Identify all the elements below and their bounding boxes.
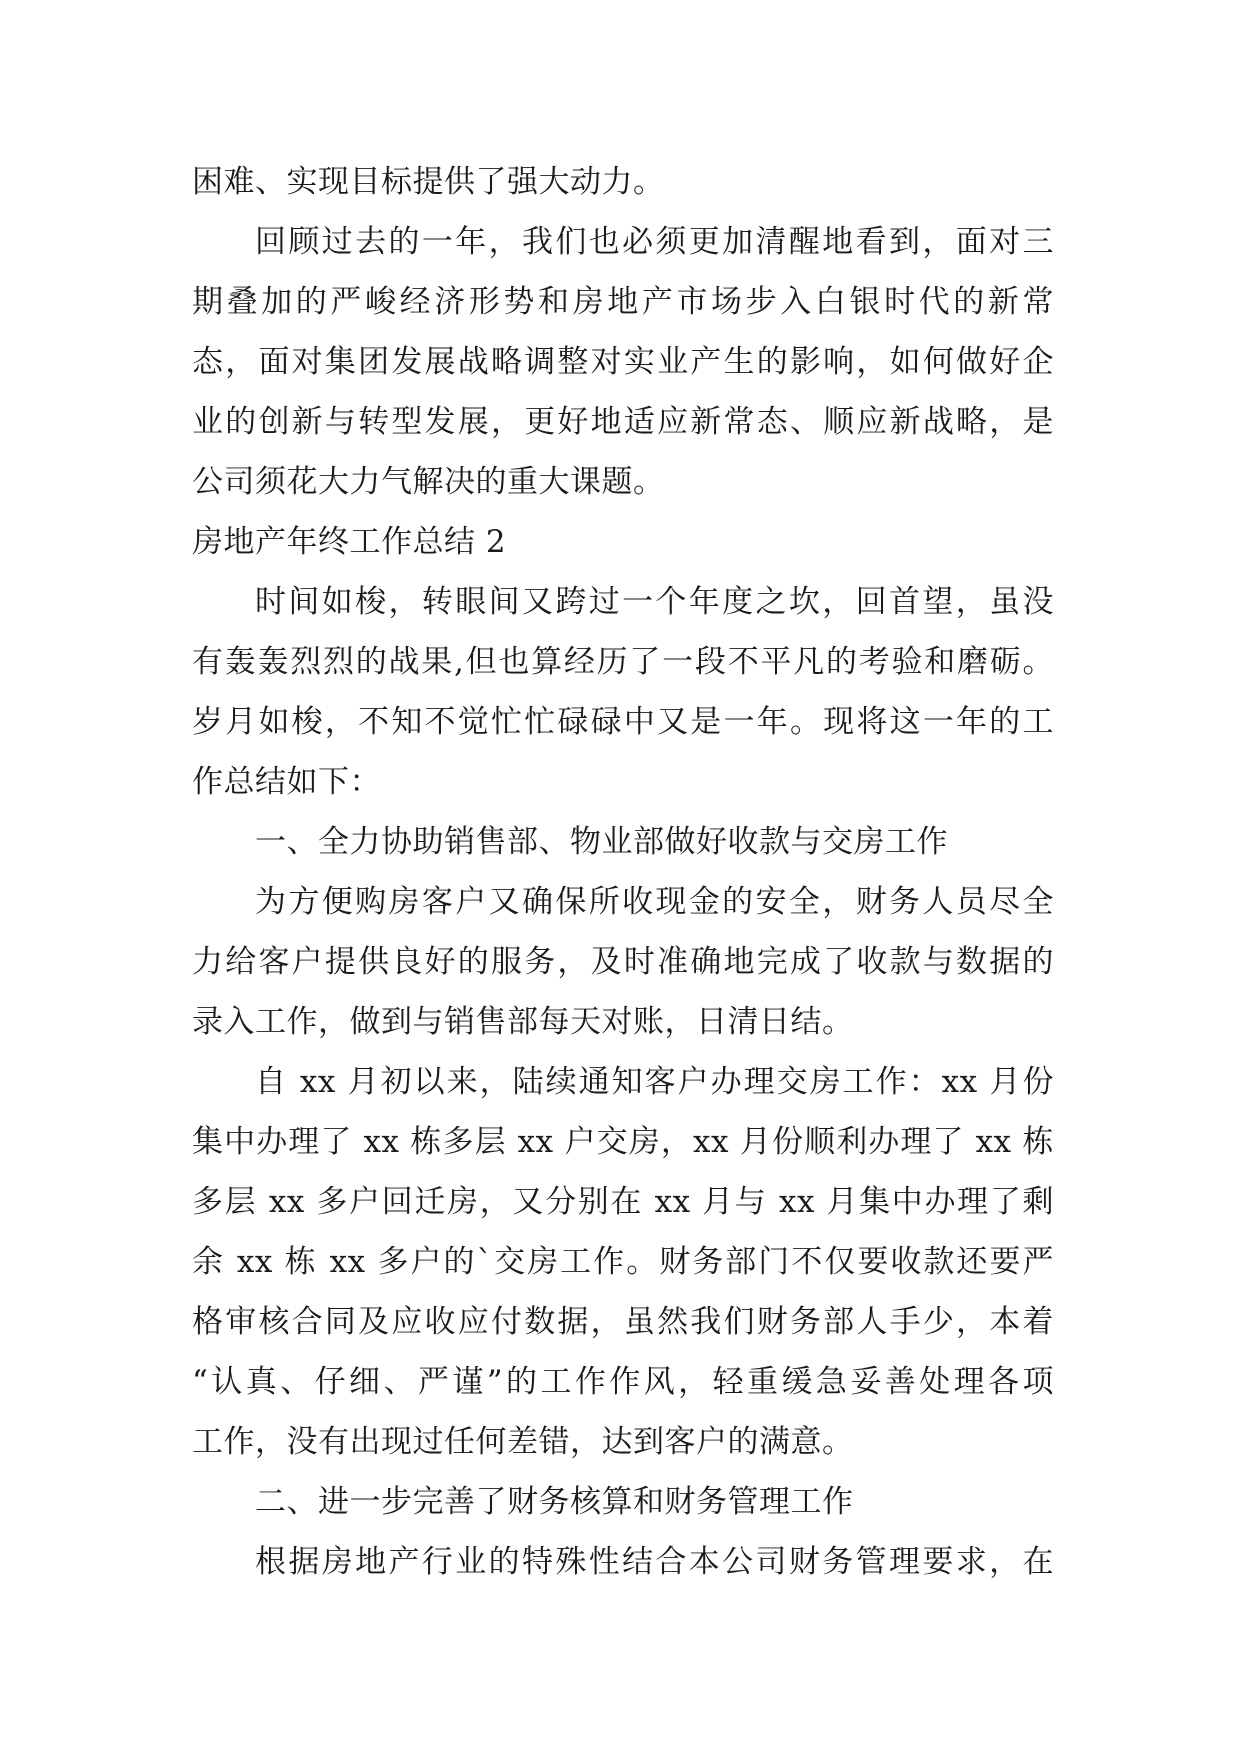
paragraph-line: 多层 xx 多户回迁房，又分别在 xx 月与 xx 月集中办理了剩 [192,1184,1054,1220]
paragraph-line: 态，面对集团发展战略调整对实业产生的影响，如何做好企 [192,344,1054,380]
paragraph-line: 时间如梭，转眼间又跨过一个年度之坎，回首望，虽没 [255,584,1054,620]
paragraph-line: 为方便购房客户又确保所收现金的安全，财务人员尽全 [255,884,1054,920]
paragraph-line: 余 xx 栋 xx 多户的`交房工作。财务部门不仅要收款还要严 [192,1244,1054,1280]
paragraph-line: 期叠加的严峻经济形势和房地产市场步入白银时代的新常 [192,284,1054,320]
paragraph-line: 困难、实现目标提供了强大动力。 [192,164,665,200]
subsection-heading: 二、进一步完善了财务核算和财务管理工作 [255,1484,854,1520]
paragraph-line: 岁月如梭，不知不觉忙忙碌碌中又是一年。现将这一年的工 [192,704,1054,740]
subsection-heading: 一、全力协助销售部、物业部做好收款与交房工作 [255,824,948,860]
paragraph-line: 业的创新与转型发展，更好地适应新常态、顺应新战略，是 [192,404,1054,440]
paragraph-line: 集中办理了 xx 栋多层 xx 户交房，xx 月份顺利办理了 xx 栋 [192,1124,1054,1160]
paragraph-line: 力给客户提供良好的服务，及时准确地完成了收款与数据的 [192,944,1054,980]
document-body [192,152,1054,1592]
paragraph-line: 根据房地产行业的特殊性结合本公司财务管理要求，在 [255,1544,1054,1580]
paragraph-line: 有轰轰烈烈的战果,但也算经历了一段不平凡的考验和磨砺。 [192,644,1054,680]
paragraph-line: 格审核合同及应收应付数据，虽然我们财务部人手少，本着 [192,1304,1054,1340]
paragraph-line: 作总结如下： [192,764,381,800]
paragraph-line: 工作，没有出现过任何差错，达到客户的满意。 [192,1424,854,1460]
paragraph-line: 回顾过去的一年，我们也必须更加清醒地看到，面对三 [255,224,1054,260]
paragraph-line: 公司须花大力气解决的重大课题。 [192,464,665,500]
paragraph-line: 自 xx 月初以来，陆续通知客户办理交房工作：xx 月份 [255,1064,1054,1100]
paragraph-line: “认真、仔细、严谨”的工作作风，轻重缓急妥善处理各项 [192,1364,1054,1400]
paragraph-line: 录入工作，做到与销售部每天对账，日清日结。 [192,1004,854,1040]
section-heading: 房地产年终工作总结 2 [192,524,507,560]
